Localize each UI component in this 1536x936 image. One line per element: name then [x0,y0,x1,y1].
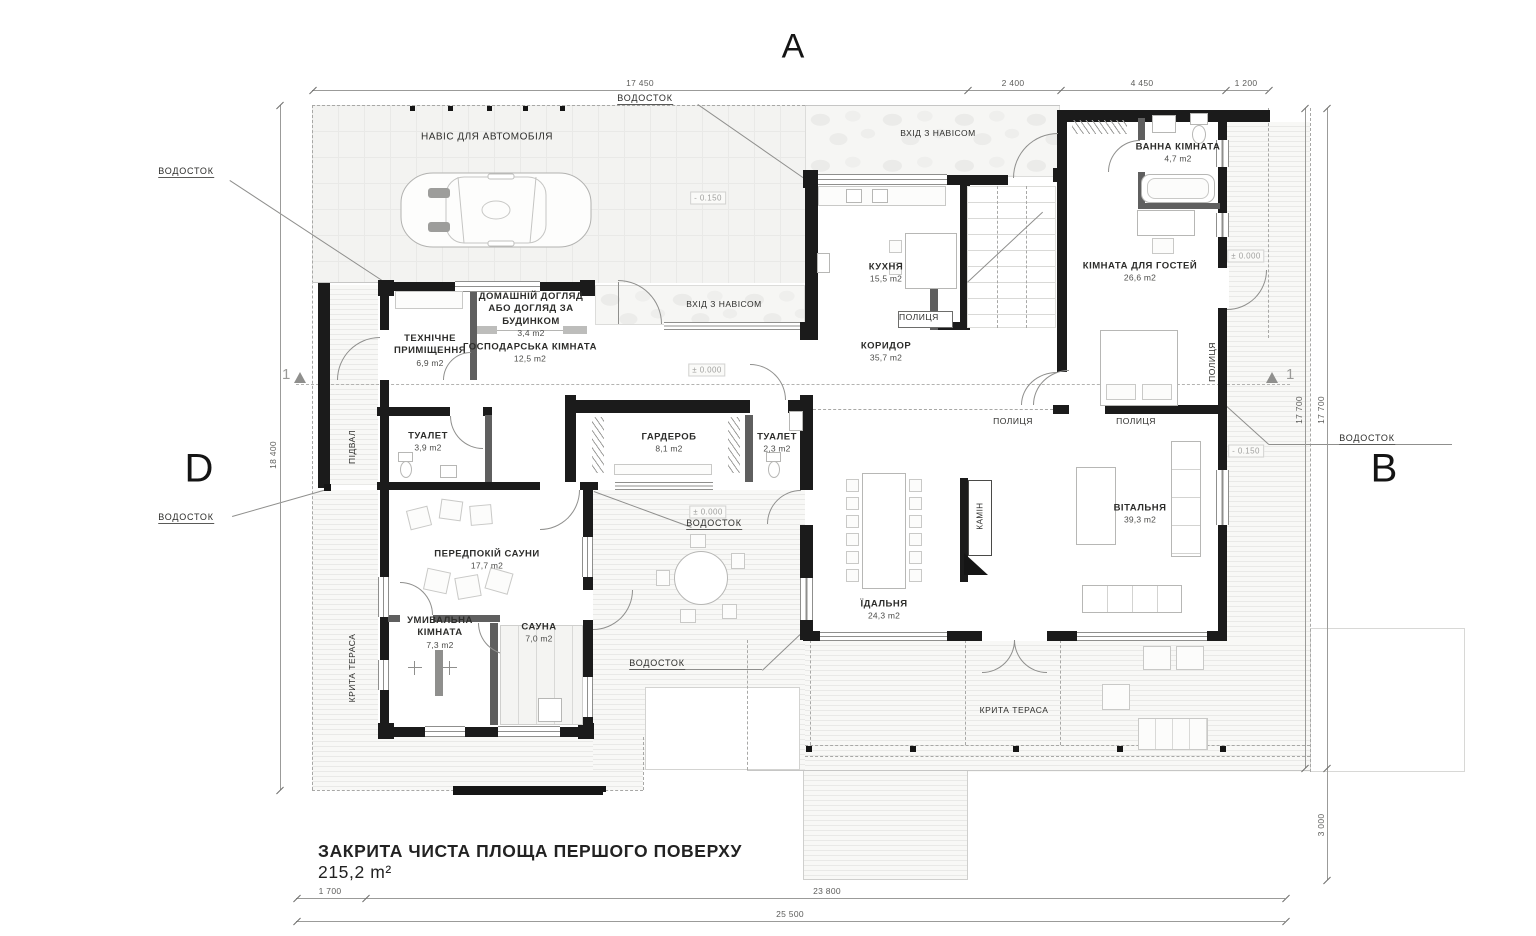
wardrobe-rack-hatch [592,417,604,473]
room-label-tech [388,333,472,369]
window [1216,470,1229,525]
window [425,726,465,737]
terrace-post [1013,746,1019,752]
room-area: 4,7 m2 [1164,153,1192,164]
cooktop [846,189,862,203]
window [582,537,593,577]
dimension-line [312,90,1268,91]
courtyard-paved-square [645,687,800,770]
terrace-label: КРИТА ТЕРАСА [347,633,357,703]
wall [583,577,593,590]
room-name: ГОСПОДАРСЬКА КІМНАТА [463,341,597,353]
terrace-label: КРИТА ТЕРАСА [979,705,1049,715]
room-area: 7,0 m2 [525,633,553,644]
tech-closet [395,291,463,309]
partition-wall [485,415,492,482]
dimension-line [296,898,1285,899]
wall [380,416,389,482]
canopy-post [523,106,528,111]
downspout-label: ВОДОСТОК [686,518,742,528]
chair [909,497,922,510]
leader-line [682,669,762,670]
canopy-post [410,106,415,111]
chair [909,479,922,492]
room-label-corridor [861,340,911,363]
dim-label: 23 800 [813,886,841,896]
terrace-post [806,746,812,752]
door-opening [1069,405,1105,414]
lounge-cushion [406,506,432,531]
stair-rail-dashed [997,186,998,328]
roof-edge-dashed [312,105,313,790]
room-name: КІМНАТА ДЛЯ ГОСТЕЙ [1082,260,1198,272]
room-label-bathroom [1136,141,1221,164]
door-leaf [618,282,619,324]
wall [380,296,389,330]
wall [1047,631,1077,641]
wall [560,727,578,737]
room-label-washroom [396,615,484,651]
terrace-edge-dashed [643,737,644,790]
kitchen-table [905,233,957,289]
room-area: 3,9 m2 [414,442,442,453]
section-number: 1 [282,366,291,383]
terrace-post-line [805,745,1310,746]
lounge-cushion [439,499,464,522]
wall [583,490,593,537]
axis-letter-A: A [781,27,805,66]
roof-edge-dashed [1310,108,1311,772]
terrace-table [1102,684,1130,710]
room-area: 8,1 m2 [655,443,683,454]
wall [578,723,594,739]
car-top-view [398,166,594,254]
elevation-mark: - 0.150 [690,192,726,205]
chair [722,604,737,619]
room-name: ТЕХНІЧНЕ ПРИМІЩЕННЯ [393,333,467,357]
room-label-guest [1083,260,1197,283]
dim-label: 3 000 [1316,813,1326,837]
dimension-line [1305,108,1306,768]
section-number: 1 [1286,366,1295,383]
window [820,632,947,641]
dimension-line [1327,108,1328,880]
window [1216,213,1229,237]
entry-label: ВХІД З НАВІСОМ [686,299,762,309]
room-label-kitchen [869,261,903,284]
room-label-household [463,341,597,364]
downspout-label: ВОДОСТОК [158,512,214,522]
wall [380,380,389,407]
door-arc [1021,372,1057,405]
entry-label: ВХІД З НАВІСОМ [900,128,976,138]
chair [909,551,922,564]
shelf-box [898,311,953,328]
window [582,677,593,717]
room-name: ВАННА КІМНАТА [1135,141,1221,153]
fireplace-label: КАМІН [975,502,985,530]
elevation-mark: ± 0.000 [689,506,726,519]
wall [465,727,498,737]
staircase [967,186,1056,328]
room-area: 3,4 m2 [517,327,545,338]
room-label-wc2 [757,431,797,454]
chair [846,515,859,528]
wardrobe-rack-hatch [728,417,740,473]
dim-label: 18 400 [268,441,278,469]
chair [846,497,859,510]
chair [909,533,922,546]
chair [846,551,859,564]
bathtub-inner [1147,178,1209,199]
wall [800,525,813,578]
wall [378,280,394,296]
room-name: САУНА [521,621,557,633]
carport-label: НАВІС ДЛЯ АВТОМОБІЛЯ [420,131,554,143]
entry-closet-hatch [1072,120,1127,134]
room-area: 17,7 m2 [470,560,504,571]
room-name: ПЕРЕДПОКІЙ САУНИ [434,548,540,560]
shelf-unit [1171,441,1201,557]
door-opening [450,407,483,416]
terrace-edge-dashed [747,640,748,770]
section-triangle [294,372,306,383]
terrace-post [910,746,916,752]
fireplace-wedge [964,553,988,575]
wall [318,283,330,488]
chair [909,515,922,528]
room-area: 24,3 m2 [867,610,901,621]
room-label-dining [860,598,907,621]
shelf-label: ПОЛИЦЯ [993,416,1033,426]
room-area: 39,3 m2 [1123,514,1157,525]
lounge-cushion [454,574,481,600]
wall-sink [817,253,830,273]
partition-wall [1138,118,1145,140]
room-label-sauna-lobby [434,548,539,571]
shelf-label: ПОЛИЦЯ [1207,342,1217,382]
dim-label: 17 700 [1316,396,1326,424]
window [615,482,713,490]
chair [690,534,706,548]
dim-label: 4 450 [1130,78,1154,88]
room-label-living [1114,502,1167,525]
dim-label: 17 450 [626,78,654,88]
sofa [1076,467,1116,545]
stone-band-edge [805,105,1060,106]
room-name: УМИВАЛЬНА КІМНАТА [407,615,473,639]
dim-label: 17 700 [1294,396,1304,424]
partition-wall [745,415,753,482]
window [818,174,947,185]
door-arc [450,416,483,449]
terrace-post [1117,746,1123,752]
chair [889,240,902,253]
room-label-sauna [521,621,556,644]
room-name: ВІТАЛЬНЯ [1113,502,1167,514]
window [664,322,800,330]
canopy-post [448,106,453,111]
downspout-label: ВОДОСТОК [1339,433,1395,443]
room-name: ТУАЛЕТ [757,431,797,443]
room-name: ДОМАШНІЙ ДОГЛЯД АБО ДОГЛЯД ЗА БУДИНКОМ [478,290,584,327]
downspout-label: ВОДОСТОК [629,658,685,668]
window [1077,632,1207,641]
canopy-post [487,106,492,111]
desk [1137,210,1195,236]
terrace-axis-dashed [965,640,966,745]
chair [846,569,859,582]
window [498,726,560,737]
room-area: 26,6 m2 [1123,272,1157,283]
dimension-line [280,105,281,790]
wall [394,727,425,737]
terrace-post-line [805,756,1310,757]
kitchen-sink [872,189,888,203]
roof-overhang-outline [1310,628,1465,772]
downspout-label: ВОДОСТОК [158,166,214,176]
wall [378,723,394,739]
wardrobe-rail [614,464,712,475]
wall [565,395,576,490]
partition-wall [1138,203,1220,209]
patio-step-area [803,770,968,880]
room-label-wardrobe [642,431,697,454]
dim-label: 1 700 [318,886,342,896]
toilet-tank [1190,113,1208,125]
room-name: ЇДАЛЬНЯ [860,598,908,610]
washbasin [1152,115,1176,133]
room-area: 7,3 m2 [426,639,454,650]
axis-letter-D: D [184,446,214,491]
terrace-chair [1143,646,1171,670]
wall [803,631,820,641]
dimension-line [296,921,1285,922]
terrace-bottom-right [805,641,1310,772]
dim-label: 1 200 [1234,78,1258,88]
plan-title-text: ЗАКРИТА ЧИСТА ПЛОЩА ПЕРШОГО ПОВЕРХУ [318,841,742,861]
pillow [1142,384,1172,400]
wall [583,620,593,677]
toilet-bowl [400,461,412,478]
chair [680,609,696,623]
chair [909,569,922,582]
terrace-axis-dashed [810,640,811,745]
room-name: КОРИДОР [860,340,912,352]
shelf-label: ПОЛИЦЯ [899,312,939,322]
shower-symbol [408,661,422,675]
room-label-wc1 [408,430,448,453]
plan-title [318,841,742,882]
dim-label: 25 500 [776,909,804,919]
door-arc [540,490,580,530]
door-opening [540,482,580,490]
room-area: 6,9 m2 [416,357,444,368]
wall [1207,631,1227,641]
stair-rail-dashed [1026,186,1027,328]
chair [731,553,745,569]
room-area: 35,7 m2 [869,352,903,363]
terrace-axis-dashed [1060,640,1061,745]
washbasin [789,411,803,431]
chair [846,533,859,546]
door-opening [982,632,1047,640]
car-drawing [398,166,594,254]
terrace-bottom-edge [747,770,1310,771]
door-arc [750,364,786,400]
terrace-lounger [1138,718,1208,750]
window [378,577,389,617]
section-triangle [1266,372,1278,383]
shelf-label: ПОЛИЦЯ [1116,416,1156,426]
sauna-stove [538,698,562,722]
terrace-edge-beam [453,786,603,795]
lounge-cushion [469,504,493,526]
shelf-dashed-line [813,409,1053,410]
roof-edge-dashed [1268,108,1269,338]
wall [576,400,750,413]
elevation-mark: - 0.150 [1228,445,1264,458]
elevation-mark: ± 0.000 [688,364,725,377]
chair [846,479,859,492]
wall-end-marker [324,484,331,491]
basement-label: ПІДВАЛ [347,429,357,465]
chair [656,570,670,586]
dim-label: 2 400 [1001,78,1025,88]
room-label-homecare [469,291,593,339]
terrace-chair [1176,646,1204,670]
plan-title-area: 215,2 m² [318,862,392,882]
lounge-cushion [423,568,451,595]
window [378,660,389,690]
toilet-bowl [768,461,780,478]
room-area: 2,3 m2 [763,443,791,454]
wall [800,395,813,490]
shower-symbol [443,661,457,675]
room-name: КУХНЯ [868,261,904,273]
roof-edge-dashed [312,105,805,106]
terrace-post [1220,746,1226,752]
axis-letter-B: B [1370,446,1398,491]
pillow [1106,384,1136,400]
wall [1057,110,1067,372]
dining-table [862,473,906,589]
shower-partition [435,650,443,696]
downspout-label: ВОДОСТОК [617,93,673,103]
washbasin [440,465,457,478]
sofa [1082,585,1182,613]
room-name: ГАРДЕРОБ [641,431,697,443]
chair [1152,238,1174,254]
elevation-mark: ± 0.000 [1227,250,1264,263]
canopy-post [560,106,565,111]
room-area: 15,5 m2 [869,273,903,284]
room-area: 12,5 m2 [513,353,547,364]
wall [800,322,818,340]
wall [947,631,982,641]
room-name: ТУАЛЕТ [408,430,448,442]
window [800,578,813,620]
round-table [674,551,728,605]
